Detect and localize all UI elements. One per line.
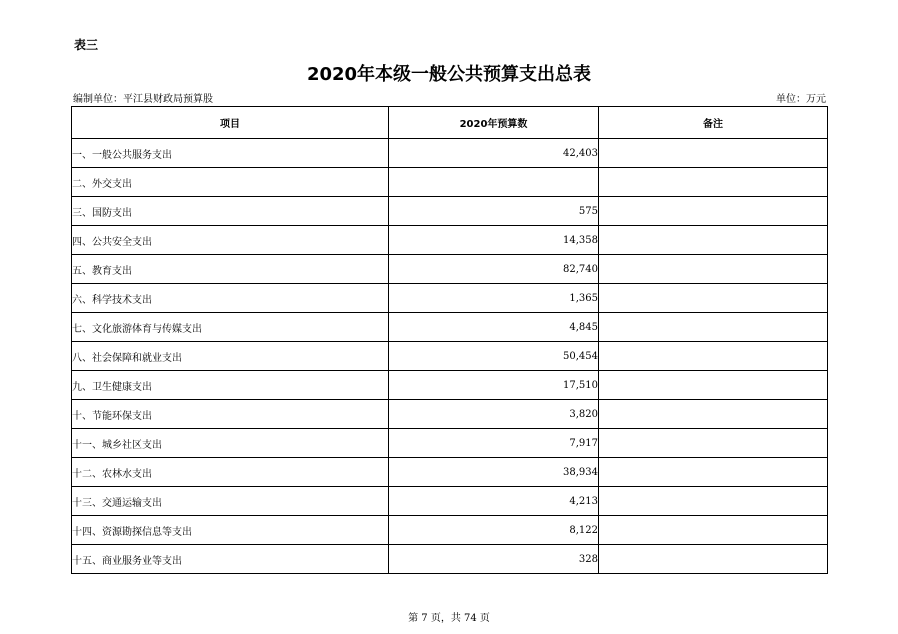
table-row [72,487,828,516]
item-cell: 十一、城乡社区支出 [72,429,389,458]
item-cell: 三、国防支出 [72,197,389,226]
note-cell [599,429,828,458]
item-cell: 十二、农林水支出 [72,458,389,487]
note-cell [599,516,828,545]
table-row [72,400,828,429]
amount-cell: 8,122 [389,516,599,545]
note-cell [599,545,828,574]
amount-cell: 14,358 [389,226,599,255]
note-cell [599,487,828,516]
note-cell [599,458,828,487]
amount-cell: 1,365 [389,284,599,313]
column-header-item: 项目 [72,107,389,139]
item-cell: 一、一般公共服务支出 [72,139,389,168]
table-row [72,371,828,400]
table-row [72,168,828,197]
amount-cell: 328 [389,545,599,574]
table-row [72,516,828,545]
amount-cell: 4,845 [389,313,599,342]
column-header-note: 备注 [599,107,828,139]
column-header-budget: 2020年预算数 [389,107,599,139]
document-title: 2020年本级一般公共预算支出总表 [306,64,592,85]
item-cell: 九、卫生健康支出 [72,371,389,400]
note-cell [599,226,828,255]
amount-cell: 38,934 [389,458,599,487]
amount-cell: 3,820 [389,400,599,429]
note-cell [599,197,828,226]
amount-cell [389,168,599,197]
note-cell [599,139,828,168]
table-row [72,545,828,574]
budget-table [71,106,828,574]
note-cell [599,284,828,313]
compiling-unit: 编制单位：平江县财政局预算股 [73,94,213,105]
amount-cell: 50,454 [389,342,599,371]
note-cell [599,255,828,284]
note-cell [599,371,828,400]
item-cell: 二、外交支出 [72,168,389,197]
item-cell: 七、文化旅游体育与传媒支出 [72,313,389,342]
note-cell [599,313,828,342]
table-row [72,226,828,255]
table-row [72,284,828,313]
table-row [72,458,828,487]
item-cell: 十五、商业服务业等支出 [72,545,389,574]
item-cell: 六、科学技术支出 [72,284,389,313]
note-cell [599,400,828,429]
amount-cell: 17,510 [389,371,599,400]
table-body [72,139,828,574]
unit-label: 单位：万元 [776,94,826,105]
item-cell: 五、教育支出 [72,255,389,284]
amount-cell: 7,917 [389,429,599,458]
item-cell: 十三、交通运输支出 [72,487,389,516]
amount-cell: 82,740 [389,255,599,284]
amount-cell: 575 [389,197,599,226]
table-row [72,197,828,226]
amount-cell: 42,403 [389,139,599,168]
table-row [72,313,828,342]
table-row [72,139,828,168]
note-cell [599,168,828,197]
item-cell: 十四、资源勘探信息等支出 [72,516,389,545]
amount-cell: 4,213 [389,487,599,516]
table-row [72,429,828,458]
item-cell: 四、公共安全支出 [72,226,389,255]
note-cell [599,342,828,371]
table-row [72,342,828,371]
table-label: 表三 [74,38,99,52]
item-cell: 八、社会保障和就业支出 [72,342,389,371]
table-row [72,255,828,284]
page-footer: 第 7 页，共 74 页 [408,613,490,624]
item-cell: 十、节能环保支出 [72,400,389,429]
header-row [72,107,828,139]
